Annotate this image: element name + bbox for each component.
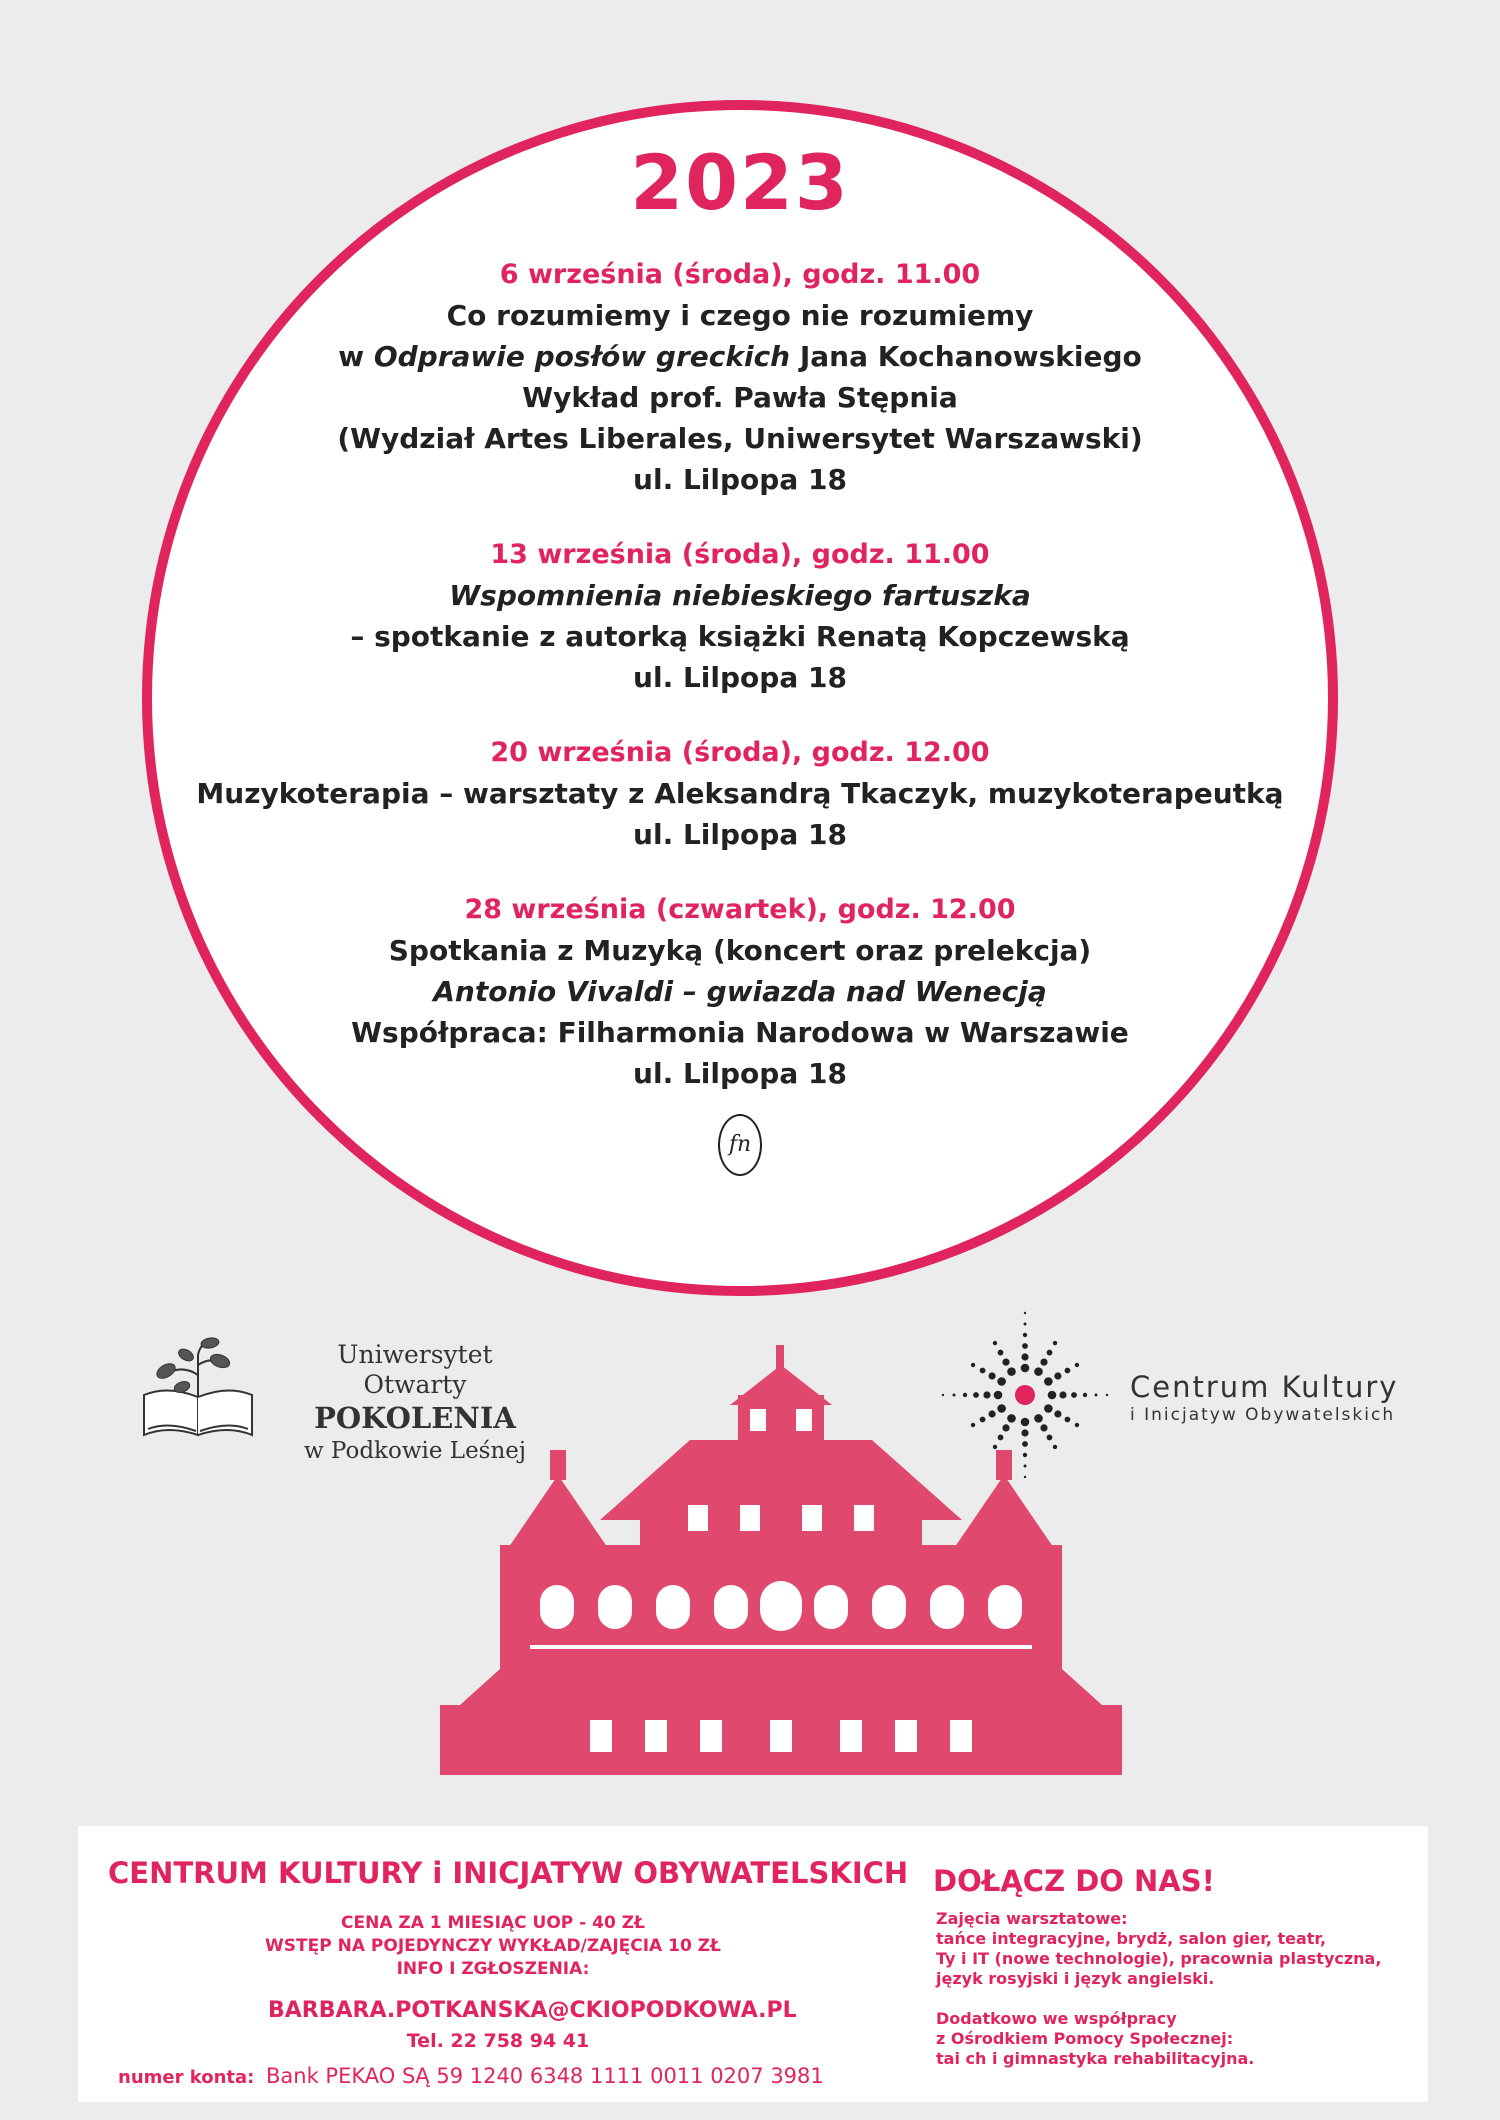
classes-line: Zajęcia warsztatowe: xyxy=(936,1909,1128,1928)
event-date: 20 września (środa), godz. 12.00 xyxy=(490,737,990,768)
info-panel xyxy=(78,1826,1428,2102)
star-dot xyxy=(1023,1333,1027,1337)
extra-line: tai ch i gimnastyka rehabilitacyjna. xyxy=(936,2049,1255,2068)
event-2 xyxy=(142,534,1338,698)
ck-logo-text xyxy=(1130,1370,1398,1426)
contact-phone: Tel. 22 758 94 41 xyxy=(406,2030,590,2052)
event-italic-title: Antonio Vivaldi – gwiazda nad Wenecją xyxy=(433,975,1047,1008)
event-italic-title: Odprawie posłów greckich xyxy=(373,340,791,373)
classes-list xyxy=(936,1909,1416,2069)
filharmonia-logo: fn xyxy=(718,1114,762,1176)
classes-line: tańce integracyjne, brydż, salon gier, teatr, xyxy=(936,1929,1327,1948)
event-subtitle xyxy=(142,971,1338,1012)
event-address: ul. Lilpopa 18 xyxy=(633,818,847,851)
event-description: – spotkanie z autorką książki Renatą Kopczewską xyxy=(350,620,1130,653)
event-address: ul. Lilpopa 18 xyxy=(633,661,847,694)
event-date: 13 września (środa), godz. 11.00 xyxy=(490,539,990,570)
price-month: CENA ZA 1 MIESIĄC UOP - 40 ZŁ xyxy=(341,1913,645,1933)
building-illustration xyxy=(440,1345,1122,1775)
event-title-line2 xyxy=(142,336,1338,377)
uop-line3: w Podkowie Leśnej xyxy=(303,1438,527,1464)
event-title xyxy=(142,575,1338,616)
event-address: ul. Lilpopa 18 xyxy=(633,1057,847,1090)
event-1 xyxy=(142,254,1338,500)
contact-email[interactable]: BARBARA.POTKANSKA@CKIOPODKOWA.PL xyxy=(268,1998,797,2023)
event-speaker: Wykład prof. Pawła Stępnia xyxy=(522,381,958,414)
uop-line1: Uniwersytet Otwarty xyxy=(337,1340,493,1399)
event-title: Muzykoterapia – warsztaty z Aleksandrą Tkaczyk, muzykoterapeutką xyxy=(196,777,1284,810)
event-title: Spotkania z Muzyką (koncert oraz prelekcja) xyxy=(388,934,1092,967)
event-text: w xyxy=(338,340,374,373)
event-4 xyxy=(142,889,1338,1094)
star-dot xyxy=(1024,1312,1026,1314)
event-text: Jana Kochanowskiego xyxy=(790,340,1142,373)
event-list xyxy=(142,100,1338,1176)
ck-line1: Centrum Kultury xyxy=(1130,1370,1399,1404)
pricing-info xyxy=(228,1912,758,1981)
event-date: 6 września (środa), godz. 11.00 xyxy=(499,259,981,290)
account-number: Bank PEKAO SĄ 59 1240 6348 1111 0011 0207 3981 xyxy=(266,2064,824,2088)
event-date: 28 września (czwartek), godz. 12.00 xyxy=(464,894,1016,925)
uop-line2: POKOLENIA xyxy=(314,1401,516,1435)
event-italic-title: Wspomnienia niebieskiego fartuszka xyxy=(449,579,1031,612)
classes-line: język rosyjski i język angielski. xyxy=(936,1969,1215,1988)
extra-line: Dodatkowo we współpracy xyxy=(936,2009,1177,2028)
account-label: numer konta: xyxy=(118,2067,255,2088)
info-label: INFO I ZGŁOSZENIA: xyxy=(396,1959,590,1979)
event-address: ul. Lilpopa 18 xyxy=(633,463,847,496)
price-single: WSTĘP NA POJEDYNCZY WYKŁAD/ZAJĘCIA 10 ZŁ xyxy=(265,1936,721,1956)
event-title: Co rozumiemy i czego nie rozumiemy xyxy=(446,299,1034,332)
event-affiliation: (Wydział Artes Liberales, Uniwersytet Warszawski) xyxy=(337,422,1143,455)
event-3 xyxy=(142,732,1338,855)
join-heading: DOŁĄCZ DO NAS! xyxy=(933,1864,1215,1898)
ck-line2: i Inicjatyw Obywatelskich xyxy=(1130,1405,1396,1425)
event-partner: Współpraca: Filharmonia Narodowa w Warszawie xyxy=(351,1016,1129,1049)
star-dot xyxy=(1024,1323,1027,1326)
classes-line: Ty i IT (nowe technologie), pracownia plastyczna, xyxy=(936,1949,1382,1968)
organization-title: CENTRUM KULTURY i INICJATYW OBYWATELSKICH xyxy=(108,1856,909,1890)
year-heading: 2023 xyxy=(630,138,850,227)
extra-line: z Ośrodkiem Pomocy Społecznej: xyxy=(936,2029,1234,2048)
